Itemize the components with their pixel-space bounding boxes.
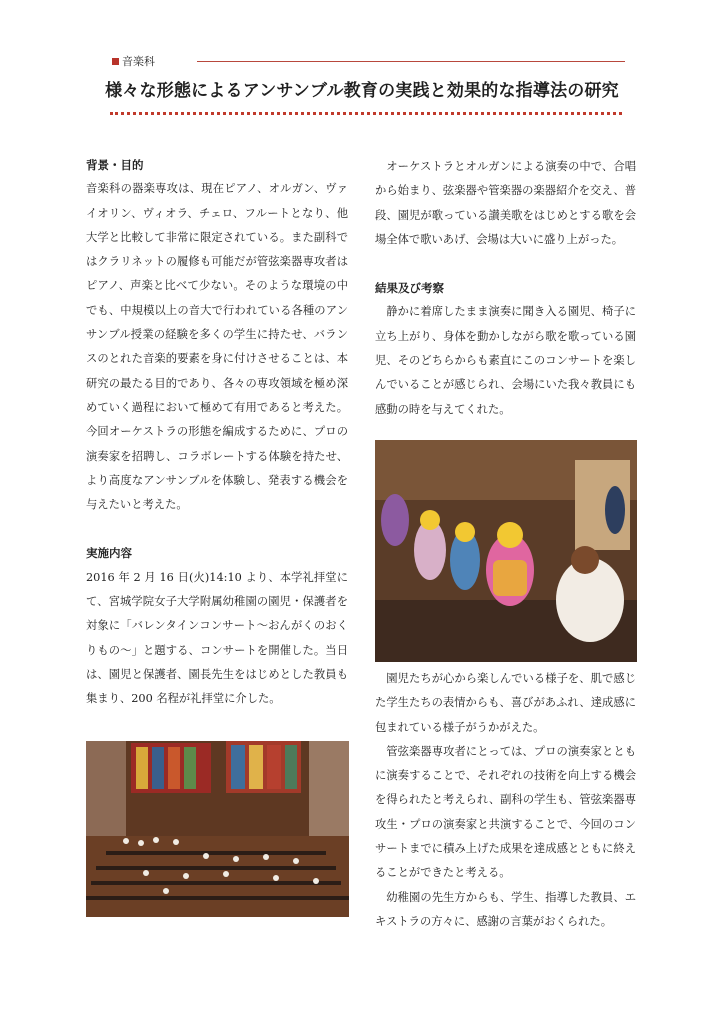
right-column-lower — [375, 667, 636, 934]
red-square-icon — [112, 58, 119, 65]
children-performance-photo — [375, 440, 637, 662]
background-heading: 背景・目的 — [86, 158, 144, 172]
implementation-body: 2016 年 2 月 16 日(火)14:10 より、本学礼拝堂にて、宮城学院女子大学附属幼稚園の園児・保護者を対象に「バレンタインコンサート～おんがくのおくりもの～」と題する、コンサートを開催した。当日は、園児と保護者、園長先生をはじめとした教員も集まり、200 名程が礼拝堂に介した。 — [86, 570, 348, 706]
department-label: 音楽科 — [122, 55, 155, 68]
chapel-concert-photo — [86, 741, 349, 917]
children-illustration — [375, 440, 637, 662]
left-column — [86, 153, 348, 712]
page-title: 様々な形態によるアンサンブル教育の実践と効果的な指導法の研究 — [105, 81, 619, 101]
concert-paragraph: オーケストラとオルガンによる演奏の中で、合唱から始まり、弦楽器や管楽器の楽器紹介を交え、普段、園児が歌っている讃美歌をはじめとする歌を会場全体で歌いあげ、会場は大いに盛り上がった。 — [375, 160, 636, 246]
header-rule — [197, 61, 625, 62]
results-paragraph-3: 管弦楽器専攻者にとっては、プロの演奏家とともに演奏することで、それぞれの技術を向上する機会を得られたと考えられ、副科の学生も、管弦楽器専攻生・プロの演奏家と共演することで、今回のコンサートまでに積み上げた成果を達成感とともに終えることができたと考える。 — [375, 744, 636, 880]
results-paragraph-2: 園児たちが心から楽しんでいる様子を、肌で感じた学生たちの表情からも、喜びがあふれ、達成感に包まれている様子がうかがえた。 — [375, 672, 636, 734]
results-paragraph-1: 静かに着席したまま演奏に聞き入る園児、椅子に立ち上がり、身体を動かしながら歌を歌っている園児、そのどちらからも素直にこのコンサートを楽しんでいることが感じられ、会場にいた我々教員にも感動の時を与えてくれた。 — [375, 305, 636, 416]
implementation-heading: 実施内容 — [86, 546, 132, 561]
results-heading: 結果及び考察 — [375, 281, 444, 296]
background-body: 音楽科の器楽専攻は、現在ピアノ、オルガン、ヴァイオリン、ヴィオラ、チェロ、フルートとなり、他大学と比較して非常に限定されている。また副科ではクラリネットの履修も可能だが管弦楽器専攻者はピアノ、声楽と比べて少ない。そのような環境の中でも、中規模以上の音大で行われている各種のアンサンブル授業の経験を多くの学生に持たせ、バランスのとれた音楽的要素を身に付けさせることは、本研究の最たる目的であり、各々の専攻領域を極め深めていく過程において極めて有用であると考えた。今回オーケストラの形態を編成するために、プロの演奏家を招聘し、コラボレートする体験を持たせ、より高度なアンサンブルを体験し、発表する機会を与えたいと考えた。 — [86, 182, 348, 512]
right-column — [375, 155, 636, 422]
department-tag — [112, 53, 155, 69]
chapel-illustration — [86, 741, 349, 917]
results-paragraph-4: 幼稚園の先生方からも、学生、指導した教員、エキストラの方々に、感謝の言葉がおくられた。 — [375, 890, 636, 928]
dotted-divider — [110, 112, 622, 115]
